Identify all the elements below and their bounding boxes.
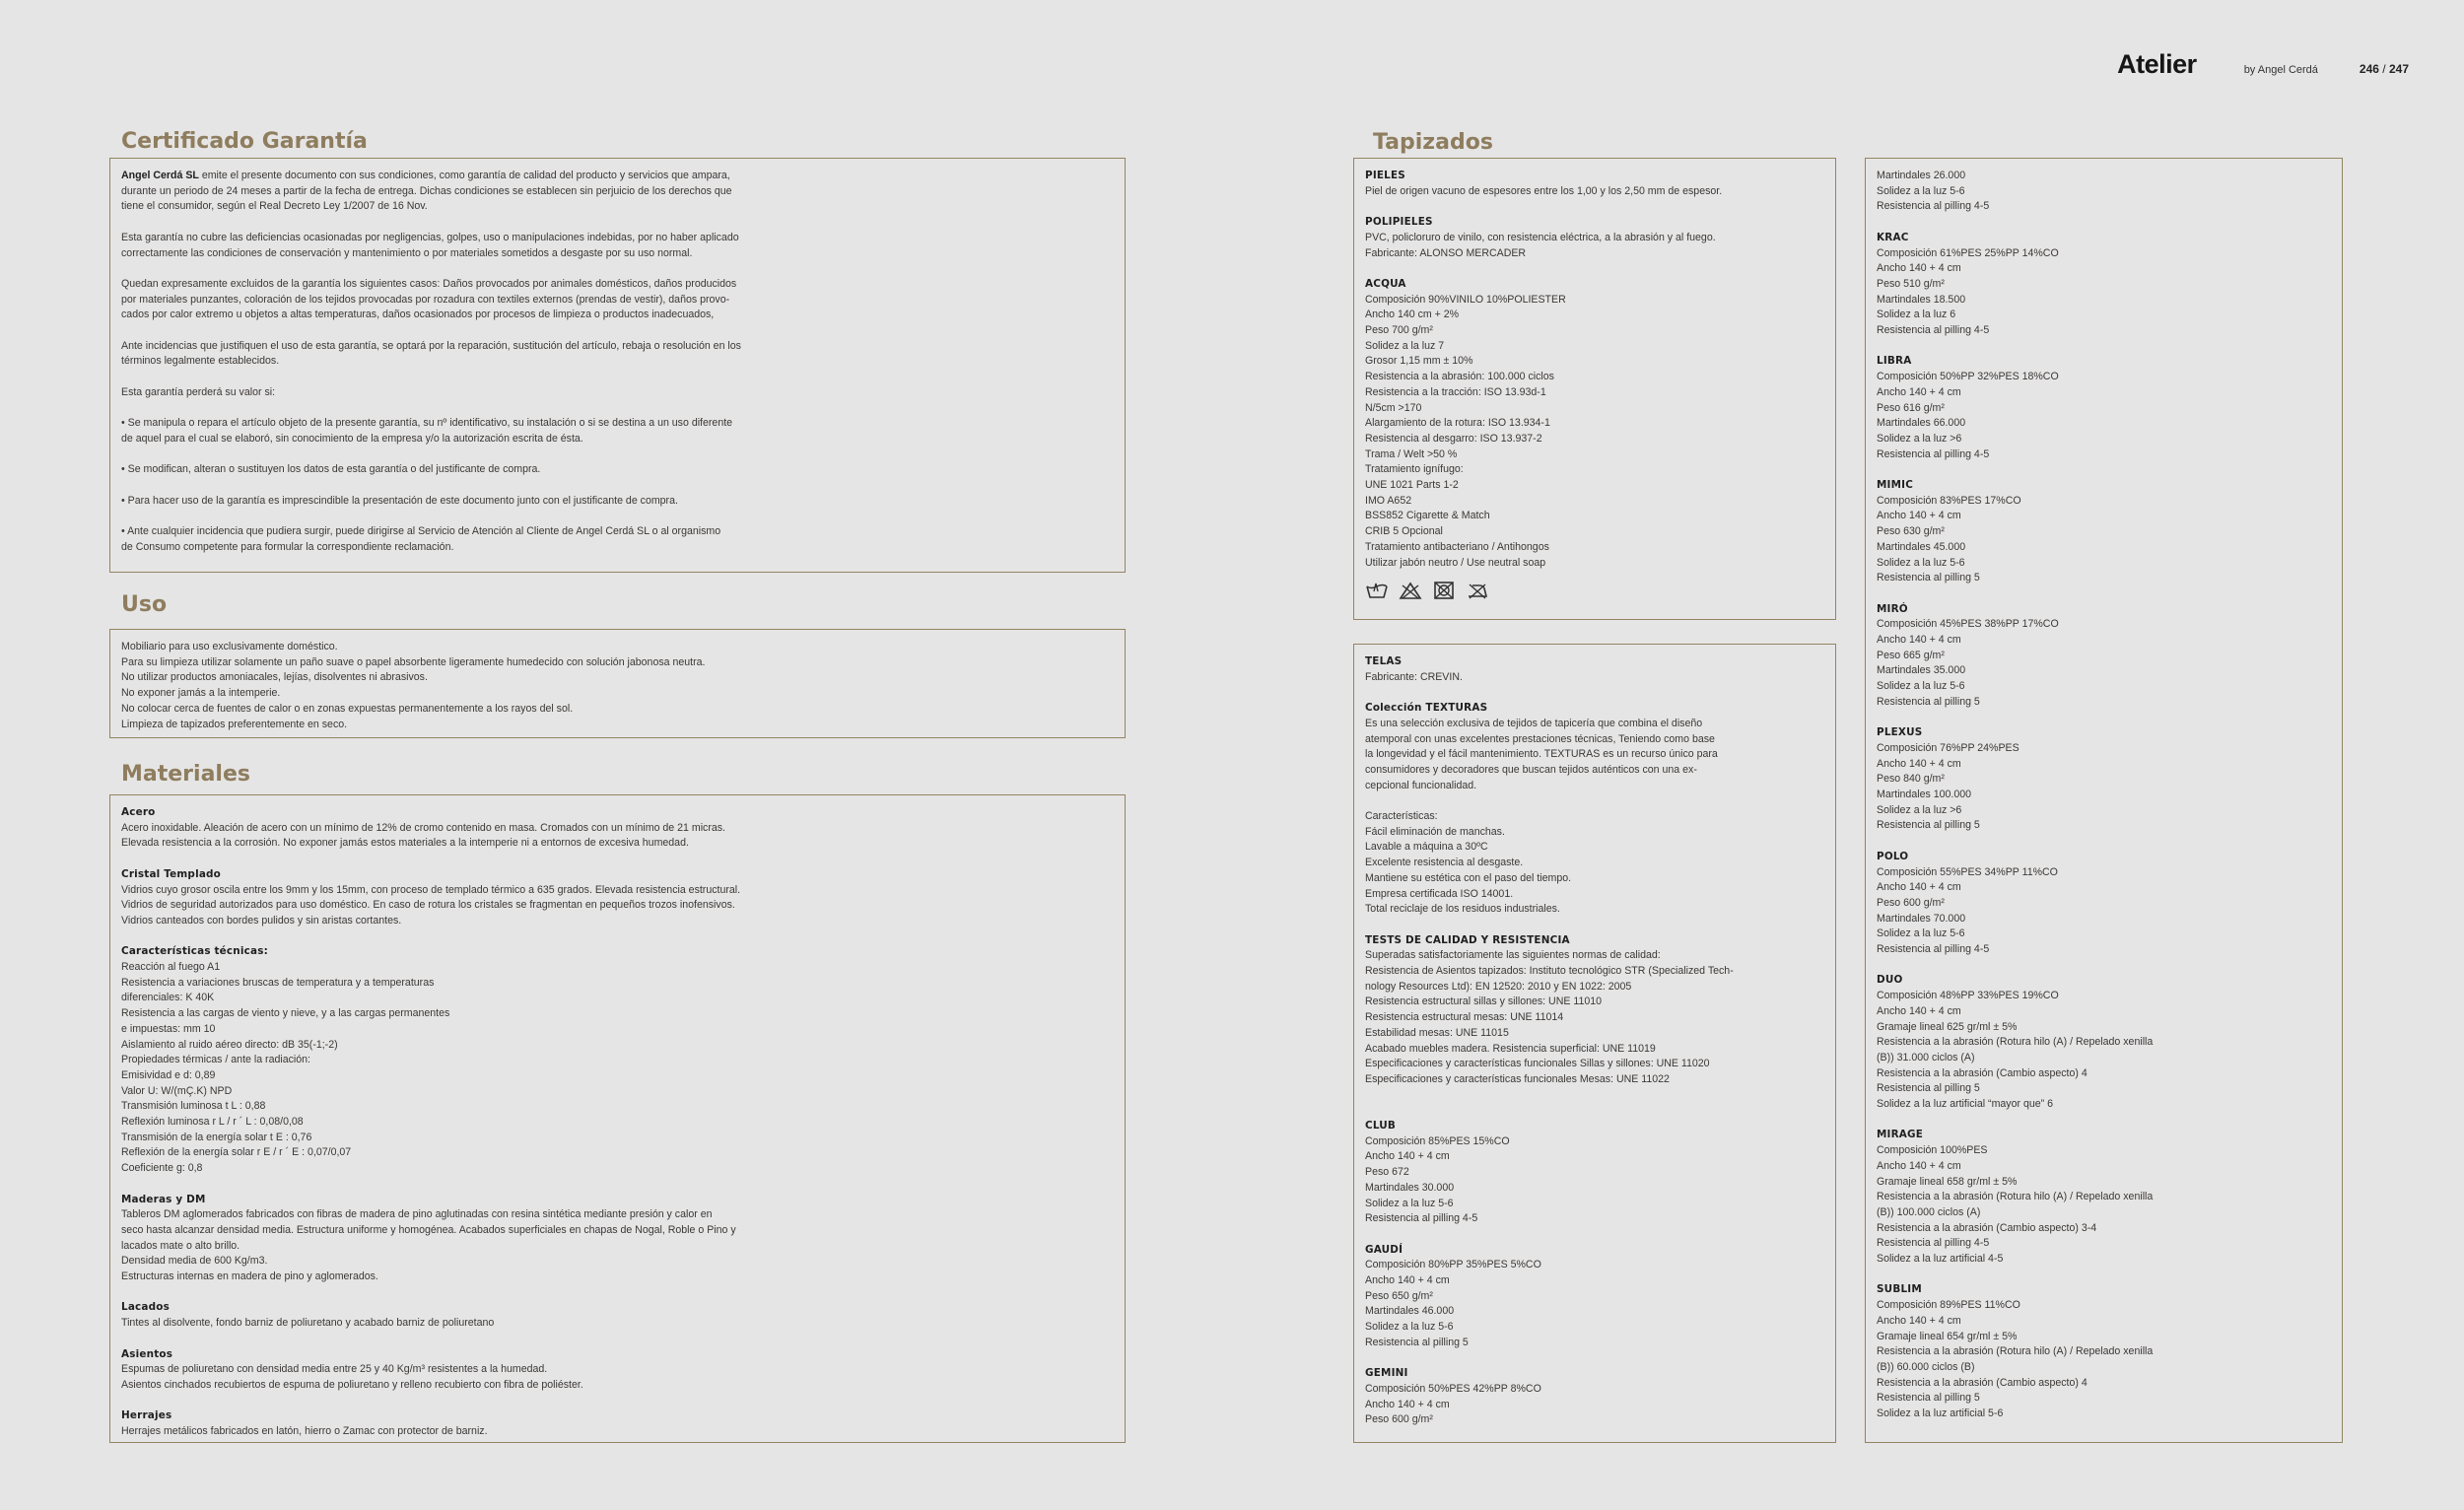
- text-line: Características:: [1365, 810, 1438, 822]
- block-heading: Cristal Templado: [121, 867, 222, 880]
- uso-content: [121, 640, 1114, 732]
- text-line: [121, 169, 1114, 184]
- block-gap: [1877, 215, 2331, 231]
- text-line: Ancho 140 + 4 cm: [1877, 757, 1961, 770]
- block-heading: MIRÓ: [1877, 602, 1908, 615]
- text-line: Resistencia a la abrasión (Cambio aspecto) 3-4: [1877, 1221, 2097, 1234]
- text-line: Empresa certificada ISO 14001.: [1365, 887, 1514, 900]
- text-line: Ancho 140 + 4 cm: [1365, 1150, 1450, 1163]
- text-line: Resistencia de Asientos tapizados: Instituto tecnológico STR (Specialized Tech-: [1365, 965, 1734, 978]
- text-line: Resistencia al desgarro: ISO 13.937-2: [1365, 432, 1542, 445]
- text-line: Tratamiento antibacteriano / Antihongos: [1365, 540, 1549, 553]
- block-gap: [121, 1394, 1114, 1409]
- text-line: (B)) 31.000 ciclos (A): [1877, 1051, 1975, 1064]
- block-heading: KRAC: [1877, 231, 1909, 243]
- text-line: Composición 80%PP 35%PES 5%CO: [1365, 1259, 1541, 1271]
- block-heading: ACQUA: [1365, 277, 1406, 290]
- text-line: Utilizar jabón neutro / Use neutral soap: [1365, 556, 1546, 569]
- text-line: términos legalmente establecidos.: [121, 355, 280, 368]
- text-line: Acabado muebles madera. Resistencia superficial: UNE 11019: [1365, 1042, 1656, 1055]
- text-line: Resistencia estructural mesas: UNE 11014: [1365, 1011, 1564, 1024]
- text-line: Martindales 30.000: [1365, 1181, 1455, 1194]
- text-line: consumidores y decoradores que buscan tejidos auténticos con una ex-: [1365, 763, 1697, 776]
- text-line: durante un periodo de 24 meses a partir de la fecha de entrega. Dichas condiciones se establecen sin perjuicio de los derechos que: [121, 184, 732, 197]
- text-line: Asientos cinchados recubiertos de espuma de poliuretano y relleno recubierto con fibra de poliéster.: [121, 1378, 583, 1391]
- block-heading: PIELES: [1365, 170, 1405, 181]
- text-line: Gramaje lineal 625 gr/ml ± 5%: [1877, 1020, 2018, 1033]
- text-line: Solidez a la luz 5-6: [1877, 184, 1965, 197]
- text-line: Para su limpieza utilizar solamente un paño suave o papel absorbente ligeramente humedecido con solución jabonosa neutra.: [121, 655, 706, 668]
- text-line: Reflexión de la energía solar r E / r ´ E : 0,07/0,07: [121, 1146, 352, 1159]
- text-line: Resistencia a la abrasión (Cambio aspecto) 4: [1877, 1376, 2088, 1389]
- text-line: Resistencia a la abrasión (Rotura hilo (A) / Repelado xenilla: [1877, 1036, 2154, 1049]
- block-gap: [1365, 685, 1824, 701]
- text-line: (B)) 60.000 ciclos (B): [1877, 1361, 1975, 1373]
- block-heading: GAUDÍ: [1365, 1243, 1403, 1256]
- text-line: Ancho 140 cm + 2%: [1365, 309, 1460, 321]
- block-gap: [1877, 339, 2331, 355]
- text-line: Trama / Welt >50 %: [1365, 447, 1458, 460]
- blank-line: [121, 323, 1114, 339]
- blank-line: [1365, 1088, 1824, 1104]
- care-icons: [1365, 581, 1824, 600]
- tapizados-content: [1365, 169, 1824, 571]
- block-heading: Acero: [121, 806, 156, 818]
- blank-line: [121, 400, 1114, 416]
- page-separator: /: [2382, 62, 2386, 76]
- brand-logo: Atelier: [2117, 49, 2197, 79]
- text-line: Martindales 70.000: [1877, 912, 1966, 925]
- garantia-content: [121, 169, 1114, 555]
- text-line: Limpieza de tapizados preferentemente en seco.: [121, 718, 348, 730]
- text-line: Resistencia a variaciones bruscas de temperatura y a temperaturas: [121, 976, 435, 989]
- text-line: Resistencia a las cargas de viento y nieve, y a las cargas permanentes: [121, 1007, 450, 1020]
- text-line: Tableros DM aglomerados fabricados con fibras de madera de pino aglutinadas con resina sintética mediante presión y calor en: [121, 1208, 713, 1221]
- text-line: Estructuras internas en madera de pino y aglomerados.: [121, 1270, 378, 1283]
- text-line: Quedan expresamente excluidos de la garantía los siguientes casos: Daños provocados por animales domésticos, daños producidos: [121, 277, 737, 290]
- text-line: Resistencia al pilling 5: [1365, 1336, 1469, 1348]
- text-line: • Se modifican, alteran o sustituyen los datos de esta garantía o del justificante de compra.: [121, 463, 541, 476]
- text-line: Solidez a la luz artificial 5-6: [1877, 1407, 2004, 1420]
- blank-line: [121, 447, 1114, 463]
- text-line: Estabilidad mesas: UNE 11015: [1365, 1026, 1509, 1039]
- telas-box: [1353, 644, 1836, 1443]
- text-line: Solidez a la luz >6: [1877, 803, 1962, 816]
- block-heading: Herrajes: [121, 1409, 172, 1422]
- block-heading: SUBLIM: [1877, 1283, 1922, 1296]
- text-line: • Ante cualquier incidencia que pudiera surgir, puede dirigirse al Servicio de Atención al Cliente de Angel Cerdá SL o al organismo: [121, 525, 721, 538]
- text-line: Fabricante: CREVIN.: [1365, 670, 1463, 683]
- text-line: Ancho 140 + 4 cm: [1365, 1398, 1450, 1410]
- text-line: Composición 76%PP 24%PES: [1877, 741, 2019, 754]
- text-line: Aislamiento al ruido aéreo directo: dB 35(-1;-2): [121, 1038, 338, 1051]
- block-gap: [1877, 1113, 2331, 1129]
- text-line: Resistencia a la abrasión (Rotura hilo (A) / Repelado xenilla: [1877, 1191, 2154, 1203]
- text-line: Ancho 140 + 4 cm: [1877, 1314, 1961, 1327]
- text-line: Resistencia al pilling 4-5: [1877, 943, 1990, 956]
- blank-line: [121, 215, 1114, 231]
- text-line: Propiedades térmicas / ante la radiación:: [121, 1054, 310, 1066]
- page-right: 247: [2388, 62, 2409, 76]
- text-line: cados por calor extremo u objetos a altas temperaturas, daños ocasionados por procesos de limpieza o productos inadecuados,: [121, 309, 715, 321]
- text-line: Martindales 46.000: [1365, 1305, 1455, 1318]
- text-line: nology Resources Ltd): EN 12520: 2010 y EN 1022: 2005: [1365, 980, 1632, 993]
- materiales-content: [121, 805, 1114, 1440]
- text-line: Composición 90%VINILO 10%POLIESTER: [1365, 293, 1566, 306]
- page-left: 246: [2359, 62, 2379, 76]
- block-heading: TELAS: [1365, 655, 1403, 667]
- block-heading: TESTS DE CALIDAD Y RESISTENCIA: [1365, 933, 1570, 946]
- block-heading: Asientos: [121, 1347, 173, 1360]
- text-line: Elevada resistencia a la corrosión. No exponer jamás estos materiales a la intemperie ni a entornos de excesiva humedad.: [121, 837, 689, 850]
- text-line: Resistencia al pilling 5: [1877, 695, 1980, 708]
- text-line: Alargamiento de la rotura: ISO 13.934-1: [1365, 417, 1550, 430]
- block-gap: [121, 1285, 1114, 1301]
- text-line: Composición 89%PES 11%CO: [1877, 1299, 2020, 1312]
- text-line: Composición 48%PP 33%PES 19%CO: [1877, 990, 2059, 1002]
- text-line: lacados mate o alto brillo.: [121, 1239, 240, 1252]
- text-line: Lavable a máquina a 30ºC: [1365, 841, 1488, 854]
- hand-wash-icon: [1365, 581, 1389, 600]
- text-line: Especificaciones y características funcionales Sillas y sillones: UNE 11020: [1365, 1058, 1710, 1070]
- text-line: Martindales 45.000: [1877, 540, 1966, 553]
- text-line: Total reciclaje de los residuos industriales.: [1365, 903, 1560, 916]
- block-gap: [1877, 462, 2331, 478]
- text-line: Acero inoxidable. Aleación de acero con un mínimo de 12% de cromo contenido en masa. Cromados con un mínimo de 21 micras.: [121, 821, 726, 834]
- text-line: Tintes al disolvente, fondo barniz de poliuretano y acabado barniz de poliuretano: [121, 1317, 495, 1330]
- text-line: Martindales 26.000: [1877, 170, 1966, 181]
- block-heading: Características técnicas:: [121, 945, 268, 958]
- text-line: Reacción al fuego A1: [121, 961, 221, 973]
- text-line: Ancho 140 + 4 cm: [1365, 1274, 1450, 1287]
- garantia-box: [109, 158, 1126, 573]
- text-line: Solidez a la luz 6: [1877, 309, 1956, 321]
- block-gap: [1365, 1103, 1824, 1119]
- block-heading: POLIPIELES: [1365, 216, 1433, 229]
- blank-line: [121, 509, 1114, 524]
- text-line: Ante incidencias que justifiquen el uso de esta garantía, se optará por la reparación, sustitución del artículo, rebaja o resolución en los: [121, 339, 741, 352]
- block-gap: [1365, 261, 1824, 277]
- text-line: Solidez a la luz artificial 4-5: [1877, 1253, 2004, 1266]
- text-line: Mantiene su estética con el paso del tiempo.: [1365, 871, 1572, 884]
- text-line: Solidez a la luz 5-6: [1877, 680, 1965, 693]
- tejidos-box: [1865, 158, 2343, 1443]
- text-line: BSS852 Cigarette & Match: [1365, 510, 1490, 522]
- telas-content: [1365, 654, 1824, 1428]
- text-line: Tratamiento ignífugo:: [1365, 463, 1464, 476]
- text-line: Esta garantía no cubre las deficiencias ocasionadas por negligencias, golpes, uso o manipulaciones indebidas, por no haber aplicado: [121, 231, 739, 243]
- text-line: Piel de origen vacuno de espesores entre los 1,00 y los 2,50 mm de espesor.: [1365, 184, 1723, 197]
- text-line: Solidez a la luz 5-6: [1365, 1197, 1454, 1209]
- text-line: Es una selección exclusiva de tejidos de tapicería que combina el diseño: [1365, 717, 1703, 729]
- text-line: Ancho 140 + 4 cm: [1877, 510, 1961, 522]
- text-line: Resistencia al pilling 5: [1877, 1392, 1980, 1405]
- text-line: Herrajes metálicos fabricados en latón, hierro o Zamac con protector de barniz.: [121, 1425, 488, 1438]
- blank-line: [121, 478, 1114, 494]
- text-line: Composición 100%PES: [1877, 1144, 1988, 1157]
- text-line: cepcional funcionalidad.: [1365, 779, 1477, 791]
- block-gap: [121, 929, 1114, 945]
- text-line: Resistencia a la tracción: ISO 13.93d-1: [1365, 385, 1546, 398]
- text-line: Transmisión luminosa t L : 0,88: [121, 1100, 266, 1113]
- text-line: por materiales punzantes, coloración de los tejidos provocadas por rozadura con textiles externos (prendas de vestir), daños provo-: [121, 293, 730, 306]
- text-line: Resistencia a la abrasión: 100.000 ciclos: [1365, 371, 1554, 383]
- text-line: Espumas de poliuretano con densidad media entre 25 y 40 Kg/m³ resistentes a la humedad.: [121, 1363, 548, 1376]
- text-line: Martindales 18.500: [1877, 293, 1966, 306]
- text-line: Solidez a la luz artificial “mayor que” 6: [1877, 1098, 2053, 1111]
- garantia-title: Certificado Garantía: [121, 129, 368, 154]
- text-line: Solidez a la luz 5-6: [1365, 1321, 1454, 1334]
- text-line: Ancho 140 + 4 cm: [1877, 1004, 1961, 1017]
- text-line: Peso 616 g/m²: [1877, 401, 1945, 414]
- text-line: Martindales 66.000: [1877, 417, 1966, 430]
- text-line: • Se manipula o repara el artículo objeto de la presente garantía, su nº identificativo, su instalación o si se destina a un uso diferente: [121, 417, 733, 430]
- block-heading: LIBRA: [1877, 355, 1912, 368]
- text-line: Excelente resistencia al desgaste.: [1365, 857, 1524, 869]
- text-line: Peso 510 g/m²: [1877, 277, 1945, 290]
- blank-line: [121, 261, 1114, 277]
- text-line: Composición 45%PES 38%PP 17%CO: [1877, 618, 2059, 631]
- text-line: seco hasta alcanzar densidad media. Estructura uniforme y homogénea. Acabados superficiales en chapas de Nogal, Roble o Pino y: [121, 1223, 736, 1236]
- text-line: Ancho 140 + 4 cm: [1877, 881, 1961, 894]
- text-line: atemporal con unas excelentes prestaciones técnicas, Teniendo como base: [1365, 732, 1715, 745]
- text-line: CRIB 5 Opcional: [1365, 525, 1443, 538]
- block-gap: [1877, 958, 2331, 974]
- text-line: PVC, policloruro de vinilo, con resistencia eléctrica, a la abrasión y al fuego.: [1365, 231, 1716, 243]
- text-line: Vidrios canteados con bordes pulidos y sin aristas cortantes.: [121, 914, 402, 927]
- block-heading: MIRAGE: [1877, 1129, 1924, 1141]
- uso-box: [109, 629, 1126, 738]
- block-gap: [1365, 1227, 1824, 1243]
- text-line: IMO A652: [1365, 494, 1412, 507]
- text-line: la longevidad y el fácil mantenimiento. TEXTURAS es un recurso único para: [1365, 748, 1718, 761]
- tapizados-box: [1353, 158, 1836, 620]
- text-line: Peso 650 g/m²: [1365, 1289, 1433, 1302]
- text-line: UNE 1021 Parts 1-2: [1365, 479, 1459, 492]
- text-line: Transmisión de la energía solar t E : 0,76: [121, 1131, 312, 1143]
- text-line: Densidad media de 600 Kg/m3.: [121, 1255, 268, 1268]
- text-line: Ancho 140 + 4 cm: [1877, 1159, 1961, 1172]
- text-line: Esta garantía perderá su valor si:: [121, 385, 276, 398]
- block-gap: [121, 1177, 1114, 1193]
- block-heading: MIMIC: [1877, 479, 1914, 492]
- text-line: Resistencia al pilling 4-5: [1877, 324, 1990, 337]
- text-line: Composición 50%PP 32%PES 18%CO: [1877, 371, 2059, 383]
- text-line: Resistencia a la abrasión (Rotura hilo (A) / Repelado xenilla: [1877, 1345, 2154, 1358]
- text-line: de Consumo competente para formular la correspondiente reclamación.: [121, 540, 454, 553]
- text-line: • Para hacer uso de la garantía es imprescindible la presentación de este documento junto con el justificante de compra.: [121, 494, 678, 507]
- text-line: Ancho 140 + 4 cm: [1877, 262, 1961, 275]
- text-line: No exponer jamás a la intemperie.: [121, 687, 281, 700]
- text-line: Resistencia al pilling 4-5: [1877, 200, 1990, 213]
- text-line: Martindales 35.000: [1877, 664, 1966, 677]
- text-line: Emisividad e d: 0,89: [121, 1068, 216, 1081]
- text-line: Composición 85%PES 15%CO: [1365, 1134, 1510, 1147]
- text-line: Resistencia al pilling 5: [1877, 819, 1980, 832]
- block-gap: [1365, 1351, 1824, 1367]
- text-line: Grosor 1,15 mm ± 10%: [1365, 355, 1473, 368]
- text-line: Resistencia a la abrasión (Cambio aspecto) 4: [1877, 1066, 2088, 1079]
- block-heading: PLEXUS: [1877, 726, 1923, 739]
- text-line: Resistencia al pilling 4-5: [1365, 1212, 1478, 1225]
- text-line: diferenciales: K 40K: [121, 992, 215, 1004]
- text-line: Gramaje lineal 658 gr/ml ± 5%: [1877, 1175, 2018, 1188]
- block-gap: [1877, 1268, 2331, 1283]
- text-line: Resistencia al pilling 5: [1877, 572, 1980, 584]
- block-heading: Lacados: [121, 1301, 170, 1314]
- text-line: Peso 600 g/m²: [1365, 1413, 1433, 1426]
- text-line: Solidez a la luz 5-6: [1877, 556, 1965, 569]
- tejidos-content: [1877, 169, 2331, 1422]
- materiales-box: [109, 794, 1126, 1443]
- blank-line: [1365, 793, 1824, 809]
- text-line: Resistencia estructural sillas y sillones: UNE 11010: [1365, 995, 1603, 1008]
- byline: by Angel Cerdá: [2243, 64, 2318, 76]
- text-line: N/5cm >170: [1365, 401, 1422, 414]
- text-line: No colocar cerca de fuentes de calor o en zonas expuestas permanentemente a los rayos del sol.: [121, 702, 574, 715]
- text-line: Vidrios de seguridad autorizados para uso doméstico. En caso de rotura los cristales se fragmentan en pequeños trozos inofensivos.: [121, 899, 735, 912]
- company-name: Angel Cerdá SL: [121, 170, 199, 181]
- block-heading: GEMINI: [1365, 1367, 1408, 1380]
- text-line: Composición 61%PES 25%PP 14%CO: [1877, 246, 2059, 259]
- text-line: Composición 55%PES 34%PP 11%CO: [1877, 865, 2058, 878]
- no-bleach-icon: [1399, 581, 1422, 600]
- block-heading: CLUB: [1365, 1120, 1397, 1132]
- block-gap: [121, 852, 1114, 867]
- text-line: Peso 840 g/m²: [1877, 773, 1945, 786]
- text-line: Martindales 100.000: [1877, 789, 1971, 801]
- text-line: Peso 630 g/m²: [1877, 525, 1945, 538]
- block-heading: DUO: [1877, 974, 1903, 987]
- block-gap: [1365, 918, 1824, 933]
- text-line: Valor U: W/(mÇ.K) NPD: [121, 1084, 233, 1097]
- block-heading: POLO: [1877, 850, 1909, 862]
- text-line: Resistencia al pilling 4-5: [1877, 1237, 1990, 1250]
- block-gap: [1365, 199, 1824, 215]
- text-line: e impuestas: mm 10: [121, 1022, 216, 1035]
- text-line: Mobiliario para uso exclusivamente doméstico.: [121, 641, 338, 652]
- block-heading: Maderas y DM: [121, 1193, 206, 1205]
- no-tumble-dry-icon: [1432, 581, 1456, 600]
- blank-line: [121, 370, 1114, 385]
- block-gap: [121, 1332, 1114, 1347]
- page-numbers: [2360, 62, 2409, 76]
- block-gap: [1877, 834, 2331, 850]
- text-line: Gramaje lineal 654 gr/ml ± 5%: [1877, 1330, 2018, 1342]
- text-line: Composición 50%PES 42%PP 8%CO: [1365, 1382, 1541, 1395]
- text-line: Ancho 140 + 4 cm: [1877, 385, 1961, 398]
- text-line: Peso 665 g/m²: [1877, 649, 1945, 661]
- text-line: Fabricante: ALONSO MERCADER: [1365, 246, 1527, 259]
- block-heading: Colección TEXTURAS: [1365, 702, 1488, 715]
- text-line: Composición 83%PES 17%CO: [1877, 494, 2021, 507]
- text-line: Vidrios cuyo grosor oscila entre los 9mm y los 15mm, con proceso de templado térmico a 635 grados. Elevada resistencia estructural.: [121, 883, 741, 896]
- text-line: (B)) 100.000 ciclos (A): [1877, 1205, 1981, 1218]
- text-line: Solidez a la luz 7: [1365, 339, 1445, 352]
- text-line: No utilizar productos amoniacales, lejías, disolventes ni abrasivos.: [121, 671, 428, 684]
- text-line: Especificaciones y características funcionales Mesas: UNE 11022: [1365, 1072, 1670, 1085]
- tapizados-title: Tapizados: [1373, 130, 1493, 155]
- text-line: de aquel para el cual se elaboró, sin conocimiento de la empresa y/o la autorización escrita de ésta.: [121, 432, 583, 445]
- block-gap: [1877, 586, 2331, 602]
- uso-title: Uso: [121, 592, 168, 617]
- block-gap: [1877, 711, 2331, 726]
- text-line: Peso 700 g/m²: [1365, 324, 1433, 336]
- page-header: [2117, 49, 2409, 80]
- text-line: Peso 672: [1365, 1166, 1409, 1179]
- no-iron-icon: [1466, 581, 1489, 600]
- text-line: Solidez a la luz 5-6: [1877, 927, 1965, 940]
- lead-text: emite el presente documento con sus condiciones, como garantía de calidad del producto y servicios que ampara,: [198, 170, 730, 181]
- text-line: Resistencia al pilling 5: [1877, 1082, 1980, 1095]
- text-line: Solidez a la luz >6: [1877, 432, 1962, 445]
- text-line: Reflexión luminosa r L / r ´ L : 0,08/0,08: [121, 1116, 304, 1129]
- text-line: Peso 600 g/m²: [1877, 896, 1945, 909]
- materiales-title: Materiales: [121, 762, 250, 787]
- text-line: Fácil eliminación de manchas.: [1365, 825, 1505, 838]
- text-line: tiene el consumidor, según el Real Decreto Ley 1/2007 de 16 Nov.: [121, 200, 428, 213]
- text-line: correctamente las condiciones de conservación y mantenimiento o por materiales sometidos a desgaste por su uso normal.: [121, 246, 693, 259]
- text-line: Resistencia al pilling 4-5: [1877, 447, 1990, 460]
- text-line: Ancho 140 + 4 cm: [1877, 634, 1961, 647]
- text-line: Coeficiente g: 0,8: [121, 1162, 203, 1175]
- text-line: Superadas satisfactoriamente las siguientes normas de calidad:: [1365, 949, 1661, 962]
